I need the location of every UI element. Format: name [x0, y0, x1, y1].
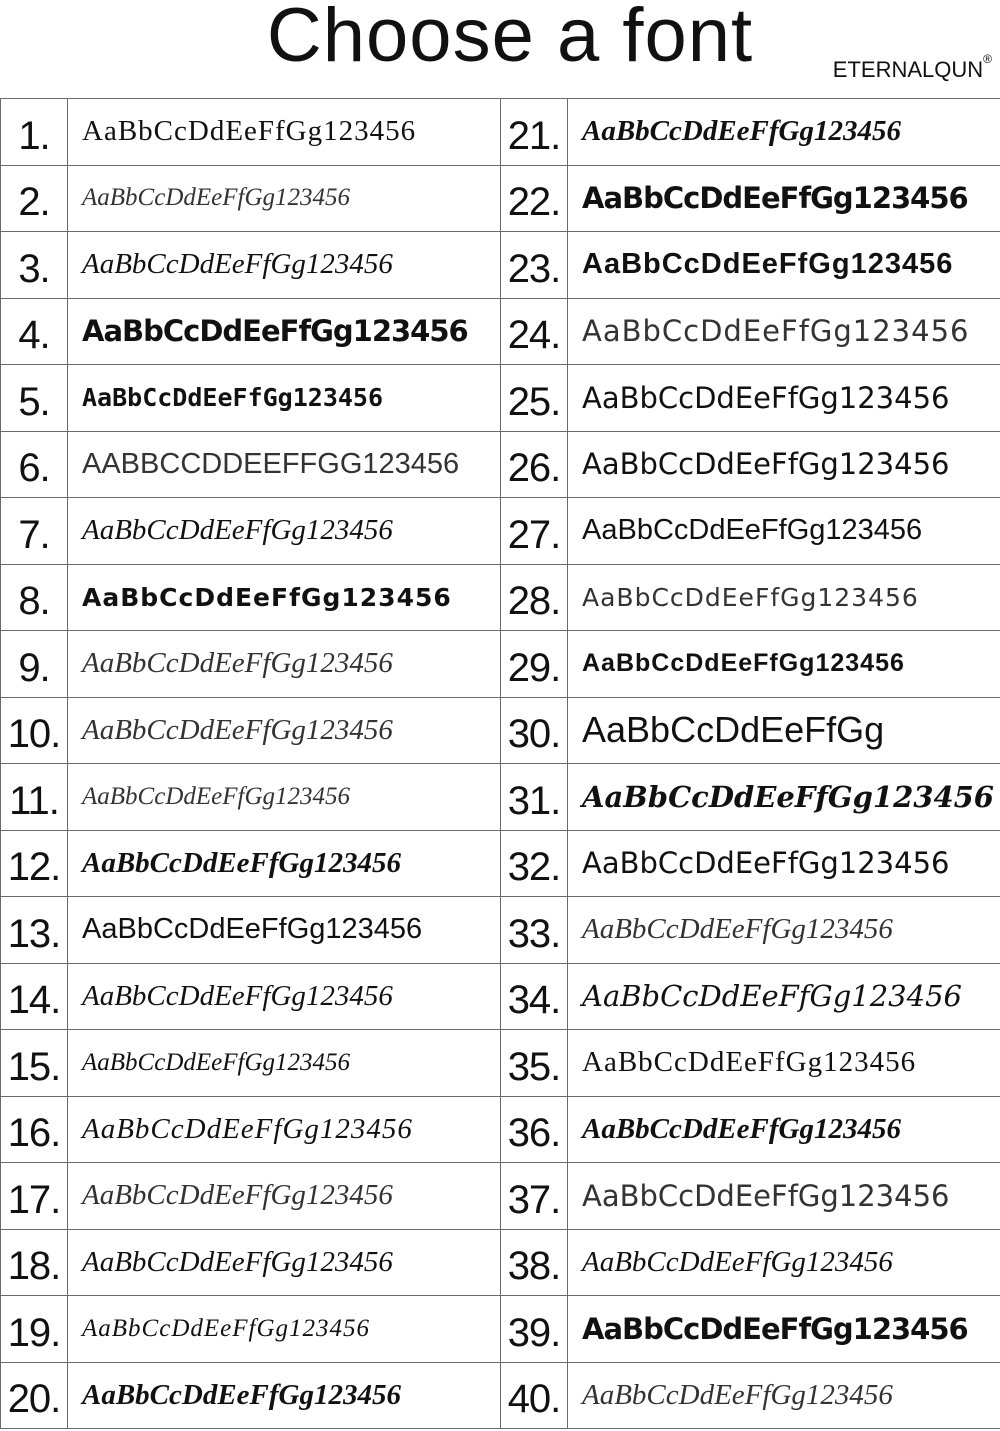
page-title: Choose a font	[266, 0, 754, 78]
font-sample: AaBbCcDdEeFfGg123456	[568, 963, 1000, 1030]
font-sample: AaBbCcDdEeFfGg123456	[568, 365, 1000, 432]
font-number: 6.	[1, 431, 68, 498]
font-number: 3.	[1, 232, 68, 299]
font-row	[1, 99, 1000, 166]
font-number: 9.	[1, 631, 68, 698]
font-sample: AaBbCcDdEeFfGg123456	[68, 1096, 501, 1163]
registered-mark: ®	[983, 52, 992, 66]
font-sample: AaBbCcDdEeFfGg123456	[68, 365, 501, 432]
font-row	[1, 963, 1000, 1030]
font-sample: AaBbCcDdEeFfGg123456	[68, 165, 501, 232]
font-number: 21.	[501, 99, 568, 166]
font-row	[1, 1096, 1000, 1163]
font-sample: AaBbCcDdEeFfGg123456	[568, 232, 1000, 299]
font-sample: AaBbCcDdEeFfGg123456	[68, 764, 501, 831]
font-sample: AaBbCcDdEeFfGg123456	[568, 431, 1000, 498]
font-row	[1, 1163, 1000, 1230]
font-row	[1, 165, 1000, 232]
font-row	[1, 631, 1000, 698]
font-row	[1, 365, 1000, 432]
font-row	[1, 431, 1000, 498]
font-sample: AaBbCcDdEeFfGg123456	[568, 1163, 1000, 1230]
font-number: 19.	[1, 1296, 68, 1363]
font-sample: AaBbCcDdEeFfGg123456	[568, 1229, 1000, 1296]
font-number: 31.	[501, 764, 568, 831]
font-sample: AaBbCcDdEeFfGg123456	[68, 1362, 501, 1429]
font-number: 35.	[501, 1030, 568, 1097]
font-sample: AaBbCcDdEeFfGg123456	[68, 1030, 501, 1097]
font-number: 5.	[1, 365, 68, 432]
font-sample: AaBbCcDdEeFfGg123456	[568, 631, 1000, 698]
font-number: 39.	[501, 1296, 568, 1363]
font-sample: AaBbCcDdEeFfGg123456	[68, 1229, 501, 1296]
font-number: 8.	[1, 564, 68, 631]
font-number: 11.	[1, 764, 68, 831]
font-number: 38.	[501, 1229, 568, 1296]
font-sample: AaBbCcDdEeFfGg123456	[568, 830, 1000, 897]
font-number: 1.	[1, 99, 68, 166]
font-sample: AaBbCcDdEeFfGg123456	[568, 564, 1000, 631]
font-number: 26.	[501, 431, 568, 498]
font-sample: AaBbCcDdEeFfGg123456	[568, 99, 1000, 166]
font-sample: AABBCCDDEEFFGG123456	[68, 431, 501, 498]
brand-name: ETERNALQUN	[832, 57, 984, 82]
font-number: 13.	[1, 897, 68, 964]
font-row	[1, 1296, 1000, 1363]
font-number: 34.	[501, 963, 568, 1030]
font-sample: AaBbCcDdEeFfGg123456	[568, 498, 1000, 565]
font-number: 29.	[501, 631, 568, 698]
font-number: 25.	[501, 365, 568, 432]
font-number: 36.	[501, 1096, 568, 1163]
font-sample: AaBbCcDdEeFfGg123456	[68, 298, 501, 365]
font-number: 20.	[1, 1362, 68, 1429]
font-row	[1, 1030, 1000, 1097]
font-sample: AaBbCcDdEeFfGg123456	[568, 1030, 1000, 1097]
font-sample: AaBbCcDdEeFfGg123456	[68, 99, 501, 166]
font-sample: AaBbCcDdEeFfGg123456	[568, 1362, 1000, 1429]
font-number: 17.	[1, 1163, 68, 1230]
font-number: 22.	[501, 165, 568, 232]
font-number: 10.	[1, 697, 68, 764]
font-number: 2.	[1, 165, 68, 232]
font-sample: AaBbCcDdEeFfGg123456	[568, 165, 1000, 232]
font-number: 7.	[1, 498, 68, 565]
font-number: 16.	[1, 1096, 68, 1163]
font-number: 15.	[1, 1030, 68, 1097]
font-number: 12.	[1, 830, 68, 897]
font-sample: AaBbCcDdEeFfGg123456	[68, 564, 501, 631]
font-sample: AaBbCcDdEeFfGg123456	[568, 1296, 1000, 1363]
font-sample: AaBbCcDdEeFfGg123456	[68, 697, 501, 764]
font-number: 33.	[501, 897, 568, 964]
font-row	[1, 564, 1000, 631]
font-number: 28.	[501, 564, 568, 631]
font-sample: AaBbCcDdEeFfGg123456	[568, 897, 1000, 964]
font-sample: AaBbCcDdEeFfGg123456	[68, 830, 501, 897]
font-row	[1, 830, 1000, 897]
font-sample: AaBbCcDdEeFfGg	[568, 697, 1000, 764]
font-number: 24.	[501, 298, 568, 365]
font-row	[1, 697, 1000, 764]
font-number: 4.	[1, 298, 68, 365]
font-sample: AaBbCcDdEeFfGg123456	[568, 764, 1000, 831]
font-sample: AaBbCcDdEeFfGg123456	[568, 298, 1000, 365]
font-number: 14.	[1, 963, 68, 1030]
font-sample: AaBbCcDdEeFfGg123456	[68, 232, 501, 299]
font-sample: AaBbCcDdEeFfGg123456	[568, 1096, 1000, 1163]
font-number: 37.	[501, 1163, 568, 1230]
brand-label	[833, 52, 992, 88]
font-row	[1, 298, 1000, 365]
font-row	[1, 232, 1000, 299]
font-row	[1, 498, 1000, 565]
font-sample: AaBbCcDdEeFfGg123456	[68, 897, 501, 964]
font-sample: AaBbCcDdEeFfGg123456	[68, 498, 501, 565]
font-row	[1, 764, 1000, 831]
font-row	[1, 897, 1000, 964]
font-sample: AaBbCcDdEeFfGg123456	[68, 963, 501, 1030]
font-row	[1, 1229, 1000, 1296]
font-number: 40.	[501, 1362, 568, 1429]
font-sample: AaBbCcDdEeFfGg123456	[68, 1163, 501, 1230]
font-sample: AaBbCcDdEeFfGg123456	[68, 1296, 501, 1363]
font-sample: AaBbCcDdEeFfGg123456	[68, 631, 501, 698]
font-row	[1, 1362, 1000, 1429]
font-number: 23.	[501, 232, 568, 299]
font-number: 30.	[501, 697, 568, 764]
font-number: 27.	[501, 498, 568, 565]
font-table	[0, 98, 1000, 1429]
font-number: 32.	[501, 830, 568, 897]
font-number: 18.	[1, 1229, 68, 1296]
